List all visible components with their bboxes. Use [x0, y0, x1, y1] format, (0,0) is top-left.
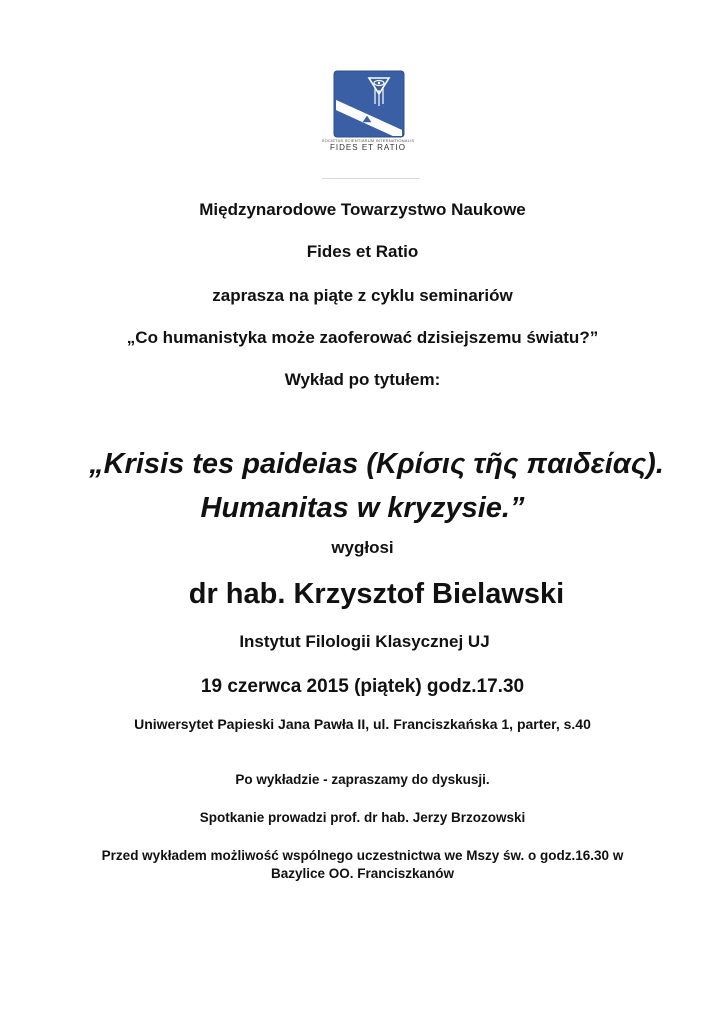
- lecture-title-line-2: Humanitas w kryzysie.”: [200, 492, 525, 524]
- event-venue: Uniwersytet Papieski Jana Pawła II, ul. Franciszkańska 1, parter, s.40: [134, 716, 591, 732]
- logo-divider: [322, 178, 420, 179]
- lecture-title-line-1: „Krisis tes paideias (Κρίσις τῆς παιδείας).: [89, 448, 664, 480]
- fides-et-ratio-logo-icon: [333, 70, 405, 138]
- speaker-name: dr hab. Krzysztof Bielawski: [188, 578, 565, 610]
- discussion-note: Po wykładzie - zapraszamy do dyskusji.: [235, 772, 490, 787]
- invitation-text: zaprasza na piąte z cyklu seminariów: [212, 286, 513, 305]
- organization-name: Fides et Ratio: [306, 242, 419, 261]
- event-date-time: 19 czerwca 2015 (piątek) godz.17.30: [200, 676, 525, 697]
- lecture-intro: Wykład po tytułem:: [284, 370, 441, 389]
- logo-small-caption: SOCIETAS SCIENTIARUM INTERNATIONALIS: [321, 138, 415, 143]
- logo-caption: FIDES ET RATIO: [330, 143, 406, 152]
- delivered-by: wygłosi: [331, 538, 394, 557]
- organization: Międzynarodowe Towarzystwo Naukowe: [199, 200, 526, 219]
- mass-note-line-1: Przed wykładem możliwość wspólnego uczestnictwa we Mszy św. o godz.16.30 w: [101, 848, 624, 863]
- speaker-institute: Instytut Filologii Klasycznej UJ: [239, 632, 490, 651]
- seminar-cycle-title: „Co humanistyka może zaoferować dzisiejszemu światu?”: [126, 328, 599, 347]
- host-note: Spotkanie prowadzi prof. dr hab. Jerzy Brzozowski: [199, 810, 526, 825]
- mass-note-line-2: Bazylice OO. Franciszkanów: [270, 866, 455, 881]
